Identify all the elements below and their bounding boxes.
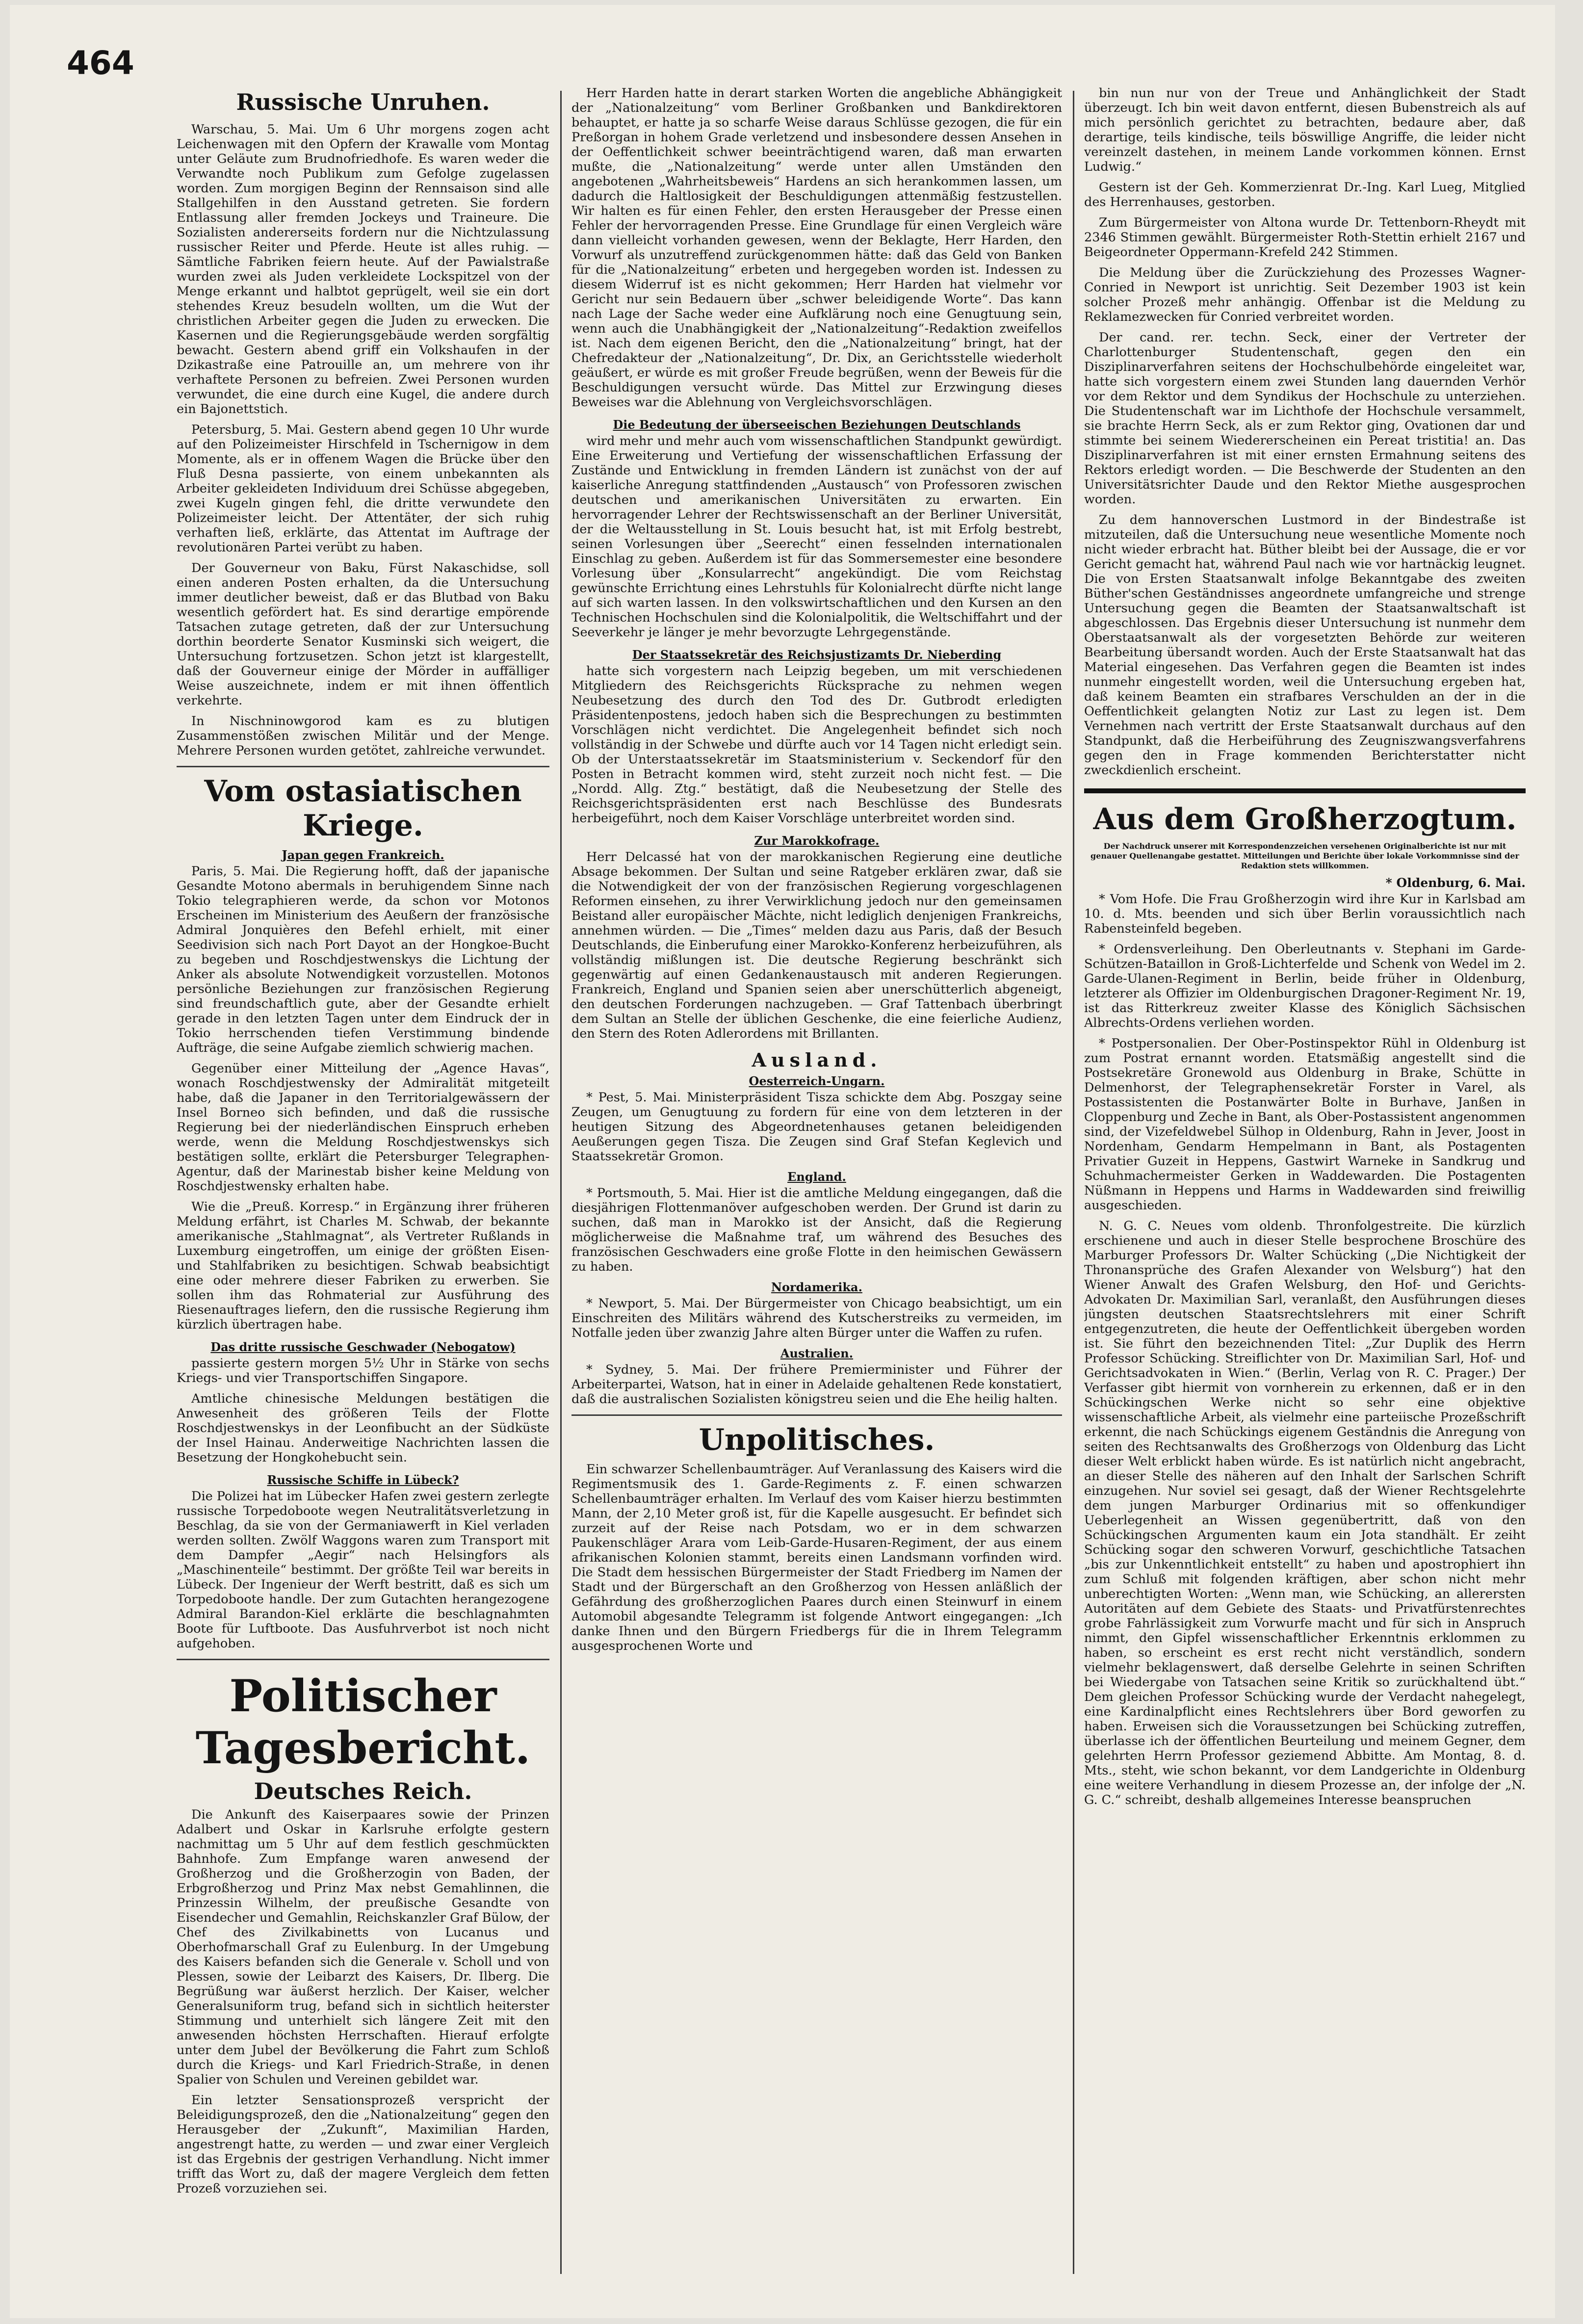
divider (177, 766, 549, 767)
article-marokkofrage (571, 834, 1062, 1041)
subheading: Japan gegen Frankreich. (282, 848, 444, 862)
paragraph: passierte gestern morgen 5½ Uhr in Stärke von sechs Kriegs- und vier Transportschiffen Singapore. (177, 1356, 549, 1385)
section-heading: Vom ostasiatischen Kriege. (204, 774, 522, 843)
subheading: Die Bedeutung der überseeischen Beziehungen Deutschlands (613, 418, 1021, 432)
column-rule (1073, 91, 1074, 2274)
paragraph: * Newport, 5. Mai. Der Bürgermeister von Chicago beabsichtigt, um ein Einschreiten des Militärs während des Kutscherstreiks zu vermeiden, im Notfalle jeden über zwanzig Jahre alten Bürger unter die Waffen zu rufen. (571, 1296, 1062, 1340)
subheading: Russische Schiffe in Lübeck? (267, 1473, 459, 1487)
paragraph: Ein letzter Sensationsprozeß verspricht der Beleidigungsprozeß, den die „Nationalzeitung“ gegen den Herausgeber der „Zukunft“, Maximilian Harden, angestrengt hatte, zu werden — und zwar einer Vergleich ist das Ergebnis der gestrigen Verhandlung. Nicht immer trifft das Wort zu, daß der magere Vergleich dem fetten Prozeß vorzuziehen sei. (177, 2093, 549, 2196)
section-heading: Politischer Tagesbericht. (195, 1670, 531, 1774)
paragraph: Zu dem hannoverschen Lustmord in der Bindestraße ist mitzuteilen, daß die Untersuchung neue wesentliche Momente noch nicht wieder erbracht hat. Büther bleibt bei der Aussage, die er vor Gericht gemacht hat, während Paul nach wie vor hartnäckig leugnet. Die von Ersten Staatsanwalt infolge Bekanntgabe des zweiten Büther'schen Geständnisses angeordnete umfangreiche und strenge Untersuchung gegen die Beamten der Staatsanwaltschaft ist abgeschlossen. Das Ergebnis dieser Untersuchung ist nunmehr dem Oberstaatsanwalt als der vorgesetzten Behörde zur weiteren Bearbeitung übersandt worden. Auch der Erste Staatsanwalt hat das Material eingesehen. Das Verfahren gegen die Beamten ist indes nunmehr eingestellt worden, weil die Untersuchung ergeben hat, daß keinem Beamten ein strafbares Verschulden an der in die Oeffentlichkeit gelangten Notiz zur Last zu legen ist. Dem Vernehmen nach vertritt der Erste Staatsanwalt durchaus auf den Standpunkt, daß die Herbeiführung des Zeugniszwangsverfahrens gegen den in Frage kommenden Berichterstatter nicht zweckdienlich erscheint. (1084, 513, 1526, 778)
column-rule (560, 91, 562, 2274)
paragraph: hatte sich vorgestern nach Leipzig begeben, um mit verschiedenen Mitgliedern des Reichsgerichts Rücksprache zu nehmen wegen Neubesetzung des durch den Tod des Dr. Gutbrodt erledigten Präsidentenpostens, jedoch haben sich die Besprechungen zu bestimmten Vorschlägen nicht verdichtet. Die Angelegenheit befindet sich noch vollständig in der Schwebe und dürfte auch vor 14 Tagen nicht erledigt sein. Ob der Unterstaatssekretär im Staatsministerium v. Seckendorf für den Posten in Betracht kommen wird, steht zurzeit noch nicht fest. — Die „Nordd. Allg. Ztg.“ bestätigt, daß die Neubesetzung der Stelle des Reichsgerichtspräsidenten erst nach Beschlüsse des Bundesrats herbeigeführt, noch dem Kaiser Vorschläge unterbreitet worden sind. (571, 664, 1062, 826)
subheading: Der Staatssekretär des Reichsjustizamts Dr. Nieberding (632, 648, 1002, 662)
section-heading: Russische Unruhen. (236, 89, 490, 115)
paragraph: Herr Harden hatte in derart starken Worten die angebliche Abhängigkeit der „Nationalzeitung“ vom Berliner Großbanken und Bankdirektoren behauptet, er hatte ja so scharfe Weise daraus Schlüsse gezogen, die für ein Preßorgan in hohem Grade verletzend und insbesondere dessen Ansehen in der Oeffentlichkeit schwer beeinträchtigend waren, daß man erwarten mußte, die „Nationalzeitung“ werde unter allen Umständen den angebotenen „Wahrheitsbeweis“ Hardens an sich herankommen lassen, um dadurch die Haltlosigkeit der Beschuldigungen attenmäßig festzustellen. Wir halten es für einen Fehler, den ersten Herausgeber der Presse einen Fehler der hervorragenden Presse. Eine Grundlage für einen Vergleich wäre dann vielleicht vorhanden gewesen, wenn der Beklagte, Herr Harden, den Vorwurf als unzutreffend zurückgenommen hätte: daß das Geld von Banken für die „Nationalzeitung“ erbeten und hergegeben worden ist. Indessen zu diesem Widerruf ist es nicht gekommen; Herr Harden hat vielmehr vor Gericht nur sein Bedauern über „schwer beleidigende Worte“. Das kann nach Lage der Sache weder eine Aufklärung noch eine Genugtuung sein, wenn auch die Unabhängigkeit der „Nationalzeitung“-Redaktion zweifellos ist. Nach dem eigenen Bericht, den die „Nationalzeitung“ bringt, hat der Chefredakteur der „Nationalzeitung“, Dr. Dix, an Gerichtsstelle wiederholt geäußert, er würde es mit großer Freude begrüßen, wenn der Beweis für die Beschuldigungen versucht würde. Das Mittel zur Erzwingung dieses Beweises war die Ablehnung von Vergleichsvorschlägen. (571, 86, 1062, 410)
article-nieberding (571, 648, 1062, 826)
column-1 (177, 86, 549, 2284)
paragraph: Ein schwarzer Schellenbaumträger. Auf Veranlassung des Kaisers wird die Regimentsmusik des 1. Garde-Regiments z. F. einen schwarzen Schellenbaumträger erhalten. Im Verlauf des vom Kaiser hierzu bestimmten Mann, der 2,10 Meter groß ist, für die Kapelle ausgesucht. Er befindet sich zurzeit auf der Reise nach Potsdam, wo er in dem schwarzen Paukenschläger Arara vom Leib-Garde-Husaren-Regiment, der aus einem afrikanischen Kolonien stammt, bereits einen Landsmann vorfinden wird. Die Stadt dem hessischen Bürgermeister der Stadt Friedberg im Namen der Stadt und der Bürgerschaft an den Großherzog von Hessen anläßlich der Gefährdung des großherzoglichen Paares durch einen Steinwurf in einem Automobil abgesandte Telegramm ist folgende Antwort eingegangen: „Ich danke Ihnen und den Bürgern Friedbergs für die in Ihrem Telegramm ausgesprochenen Worte und (571, 1462, 1062, 1653)
divider (177, 1659, 549, 1660)
paragraph: * Postpersonalien. Der Ober-Postinspektor Rühl in Oldenburg ist zum Postrat ernannt worden. Etatsmäßig angestellt sind die Postsekretäre Gronewold aus Oldenburg in Brake, Schütte in Delmenhorst, der Telegraphensekretär Forster in Varel, als Postassistenten die Postanwärter Bolte in Burhave, Janßen in Cloppenburg und Zeche in Bant, als Ober-Postassistent angenommen sind, der Vizefeldwebel Sülhop in Oldenburg, Rahn in Jever, Joost in Nordenham, Gendarm Hempelmann in Bant, als Postagenten Privatier Guzeit in Heppens, Gastwirt Warneke in Sandkrug und Schuhmachermeister Gerken in Waddewarden. Die Postagenten Nüßmann in Heppens und Harms in Waddewarden sind freiwillig ausgeschieden. (1084, 1036, 1526, 1213)
paragraph: Der Gouverneur von Baku, Fürst Nakaschidse, soll einen anderen Posten erhalten, da die Untersuchung immer deutlicher beweist, daß er das Blutbad von Baku wesentlich gefördert hat. Es sind derartige empörende Tatsachen zutage getreten, daß der zur Untersuchung dorthin beorderte Senator Kusminski sich weigert, die Untersuchung fortzusetzen. Schon jetzt ist klargestellt, daß der Gouverneur einige der Mörder in auffälliger Weise auszeichnete, indem er mit ihnen öffentlich verkehrte. (177, 561, 549, 708)
paragraph: Amtliche chinesische Meldungen bestätigen die Anwesenheit des größeren Teils der Flotte Roschdjestwenskys in der Leonfibucht an der Südküste der Insel Hainau. Anderweitige Nachrichten lassen die Besetzung der Hongkohebucht sein. (177, 1391, 549, 1465)
section-heading: Unpolitisches. (699, 1423, 935, 1457)
article-politischer-tagesbericht (177, 1670, 549, 2196)
paragraph: Gestern ist der Geh. Kommerzienrat Dr.-Ing. Karl Lueg, Mitglied des Herrenhauses, gestorben. (1084, 180, 1526, 209)
subheading: Nordamerika. (771, 1280, 862, 1294)
subheading: Das dritte russische Geschwader (Nebogatow) (210, 1340, 516, 1354)
article-drittes-geschwader (177, 1340, 549, 1465)
divider (571, 1414, 1062, 1416)
page-number: 464 (67, 44, 134, 82)
paragraph: * Sydney, 5. Mai. Der frühere Premierminister und Führer der Arbeiterpartei, Watson, hat in einer in Adelaide gehaltenen Rede konstatiert, daß die australischen Sozialisten königstreu seien und die Ehe heilig halten. (571, 1362, 1062, 1407)
article-unpolitisches (571, 1423, 1062, 1653)
paragraph: Herr Delcassé hat von der marokkanischen Regierung eine deutliche Absage bekommen. Der Sultan und seine Ratgeber erklären zwar, daß sie die Notwendigkeit der von der französischen Regierung vorgeschlagenen Reformen einsehen, zu ihrer Verwirklichung jedoch nur den gemeinsamen Beistand aller europäischer Mächte, nicht lediglich denjenigen Frankreichs, annehmen würden. — Die „Times“ melden dazu aus Paris, daß der Besuch Deutschlands, die Einberufung einer Marokko-Konferenz herbeizuführen, als vollständig mißlungen ist. Die deutsche Regierung beschränkt sich gegenwärtig auf einen Gedankenaustausch mit anderen Regierungen. Frankreich, England und Spanien seien aber unerschütterlich abgeneigt, den deutschen Forderungen nachzugeben. — Graf Tattenbach überbringt dem Sultan an Stelle der üblichen Geschenke, die eine feierliche Audienz, den Stern des Roten Adlerordens mit Brillanten. (571, 850, 1062, 1041)
subheading: England. (787, 1170, 846, 1184)
paragraph: N. G. C. Neues vom oldenb. Thronfolgestreite. Die kürzlich erschienene und auch in dieser Stelle besprochene Broschüre des Marburger Professors Dr. Walter Schücking („Die Nichtigkeit der Thronansprüche des Grafen Alexander von Welsburg“) hat den Wiener Anwalt des Grafen Welsburg, den Hof- und Gerichts-Advokaten Dr. Maximilian Sarl, veranlaßt, den Ausführungen dieses jüngsten deutschen Staatsrechtslehrers mit einer Schrift entgegenzutreten, die heute der Oeffentlichkeit übergeben worden ist. Sie führt den bezeichnenden Titel: „Zur Duplik des Herrn Professor Schücking. Streiflichter von Dr. Maximilian Sarl, Hof- und Gerichtsadvokaten in Wien.“ (Berlin, Verlag von R. C. Prager.) Der Verfasser gibt hiermit von vornherein zu erkennen, daß er in den Schückingschen Werke nicht so sehr eine objektive wissenschaftliche Arbeit, als vielmehr eine parteiische Prozeßschrift erkennt, die nach Schückings eigenem Geständnis die Anregung von seiten des Rechtsanwalts des Großherzogs von Oldenburg das Licht dieser Welt erblickt haben würde. Es ist natürlich nicht angebracht, an dieser Stelle des näheren auf den Inhalt der Sarlschen Schrift einzugehen. Nur soviel sei gesagt, daß der Wiener Rechtsgelehrte dem jungen Marburger Ordinarius mit so offenkundiger Ueberlegenheit an Wissen gegenübertritt, daß von den Schückingschen Argumenten kaum ein Jota standhält. Er zeiht Schücking sogar den schweren Vorwurf, geschichtliche Tatsachen „bis zur Unkenntlichkeit entstellt“ zu haben und apostrophiert ihn zum Schluß mit folgenden kräftigen, aber schon nicht mehr unberechtigten Worten: „Wenn man, wie Schücking, an allerersten Autoritäten auf dem Gebiete des Staats- und Privatfürstenrechtes grobe Fahrlässigkeit zum Vorwurfe macht und für sich in Anspruch nimmt, den Gipfel wissenschaftlicher Erkenntnis erklommen zu haben, so erscheint es erst recht nicht verständlich, sondern vielmehr beklagenswert, daß derselbe Gelehrte in seinen Schriften bei Wiedergabe von Tatsachen seine Kritik so zurückhaltend übt.“ Dem gleichen Professor Schücking wurde der Verdacht nahegelegt, eine Kardinalpflicht eines Rechtslehrers über Bord geworfen zu haben. Erweisen sich die Voraussetzungen bei Schücking zutreffen, überlasse ich der öffentlichen Beurteilung und meinem Gegner, dem gelehrten Herrn Professor geziemend Abbitte. Am Montag, 8. d. Mts., steht, wie schon bekannt, vor dem Landgerichte in Oldenburg eine weitere Verhandlung in diesem Prozesse an, der infolge der „N. G. C.“ schreibt, deshalb allgemeines Interesse beanspruchen (1084, 1219, 1526, 1807)
section-heading: Aus dem Großherzogtum. (1093, 802, 1517, 836)
dateline: * Oldenburg, 6. Mai. (1385, 876, 1526, 890)
paragraph: * Pest, 5. Mai. Ministerpräsident Tisza schickte dem Abg. Poszgay seine Zeugen, um Genugtuung zu fordern für eine von dem letzteren in der heutigen Sitzung des Abgeordnetenhauses getanen beleidigenden Aeußerungen gegen Tisza. Die Zeugen sind Graf Stefan Keglevich und Staatssekretär Gromon. (571, 1090, 1062, 1164)
paragraph: Der cand. rer. techn. Seck, einer der Vertreter der Charlottenburger Studentenschaft, gegen den ein Disziplinarverfahren seitens der Hochschulbehörde eingeleitet war, hatte sich vorgestern einem zwei Stunden lang dauernden Verhör vor dem Rektor und dem Syndikus der Hochschule zu unterziehen. Die Studentenschaft war im Lichthofe der Hochschule versammelt, sie brachte Herrn Seck, als er zum Rektor ging, Ovationen dar und stimmte bei seinem Wiedererscheinen ein Pereat tristitia! an. Das Disziplinarverfahren ist mit einer ernsten Ermahnung seitens des Rektors erledigt worden. — Die Beschwerde der Studenten an den Universitätsrichter Daude und den Rektor Miethe ausgesprochen worden. (1084, 330, 1526, 507)
reprint-notice: Der Nachdruck unserer mit Korrespondenzzeichen versehenen Originalberichte ist nur mit genauer Quellenangabe gestattet. Mitteilungen und Berichte über lokale Vorkommnisse sind der Redaktion stets willkommen. (1090, 841, 1519, 870)
section-divider (1084, 788, 1526, 793)
paragraph: In Nischninowgorod kam es zu blutigen Zusammenstößen zwischen Militär und der Menge. Mehrere Personen wurden getötet, zahlreiche verwundet. (177, 714, 549, 758)
subheading: Oesterreich-Ungarn. (749, 1074, 885, 1088)
newspaper-page (10, 5, 1555, 2318)
article-ausland (571, 1049, 1062, 1407)
article-misc-news (1084, 86, 1526, 778)
subheading: Zur Marokkofrage. (754, 834, 880, 848)
paragraph: * Vom Hofe. Die Frau Großherzogin wird ihre Kur in Karlsbad am 10. d. Mts. beenden und sich über Berlin voraussichtlich nach Rabensteinfeld begeben. (1084, 892, 1526, 936)
column-2 (571, 86, 1062, 2284)
column-3 (1084, 86, 1526, 2284)
paragraph: Wie die „Preuß. Korresp.“ in Ergänzung ihrer früheren Meldung erfährt, ist Charles M. Schwab, der bekannte amerikanische „Stahlmagnat“, als Vertreter Rußlands in Luxemburg eingetroffen, um einige der größten Eisen- und Stahlfabriken zu besichtigen. Schwab beabsichtigt eine oder mehrere dieser Fabriken zu erwerben. Sie sollen ihm das Rohmaterial zur Ausführung des Riesenauftrages liefern, den die russische Regierung ihm kürzlich übertragen habe. (177, 1200, 549, 1332)
paragraph: Petersburg, 5. Mai. Gestern abend gegen 10 Uhr wurde auf den Polizeimeister Hirschfeld in Tschernigow in dem Momente, als er in offenem Wagen die Brücke über den Fluß Desna passierte, von einem unbekannten als Arbeiter gekleideten Individuum drei Schüsse abgegeben, zwei Kugeln gingen fehl, die dritte verwundete den Polizeimeister leicht. Der Attentäter, der sich ruhig verhaften ließ, erklärte, das Attentat im Auftrage der revolutionären Partei verübt zu haben. (177, 422, 549, 555)
paragraph: Die Meldung über die Zurückziehung des Prozesses Wagner-Conried in Newport ist unrichtig. Seit Dezember 1903 ist kein solcher Prozeß mehr anhängig. Offenbar ist die Meldung zu Reklamezwecken für Conried verbreitet worden. (1084, 265, 1526, 324)
article-harden-continued (571, 86, 1062, 410)
paragraph: Die Polizei hat im Lübecker Hafen zwei gestern zerlegte russische Torpedoboote wegen Neutralitätsverletzung in Beschlag, da sie von der Germaniawerft in Kiel verladen werden sollten. Zwölf Waggons waren zum Transport mit dem Dampfer „Aegir“ nach Helsingfors als „Maschinenteile“ bestimmt. Der größte Teil war bereits in Lübeck. Der Ingenieur der Werft bestritt, daß es sich um Torpedoboote handle. Der zum Gutachten herangezogene Admiral Barandon-Kiel erklärte die beschlagnahmten Boote für Luftboote. Das Ausfuhrverbot ist noch nicht aufgehoben. (177, 1489, 549, 1651)
paragraph: Warschau, 5. Mai. Um 6 Uhr morgens zogen acht Leichenwagen mit den Opfern der Krawalle vom Montag unter Geläute zum Brudnofriedhofe. Es waren weder die Verwandte noch Publikum zum Gefolge zugelassen worden. Zum morgigen Beginn der Rennsaison sind alle Stallgehilfen in den Ausstand getreten. Sie fordern Entlassung aller fremden Jockeys und Traineure. Die Sozialisten andererseits fordern nur die Nichtzulassung russischer Reiter und Pferde. Heute ist alles ruhig. — Sämtliche Fabriken feiern heute. Auf der Pawialstraße wurden zwei als Juden verkleidete Lockspitzel von der Menge erkannt und halbtot geprügelt, weil sie ein dort stehendes Kreuz besudeln wollten, um die Wut der christlichen Arbeiter gegen die Juden zu erwecken. Die Kasernen und die Regierungsgebäude werden sorgfältig bewacht. Gestern abend griff ein Volkshaufen in der Dzikastraße eine Patrouille an, um mehrere von ihr verhaftete Personen zu befreien. Zwei Personen wurden verwundet, die eine durch eine Kugel, die andere durch ein Bajonettstich. (177, 122, 549, 417)
paragraph: Paris, 5. Mai. Die Regierung hofft, daß der japanische Gesandte Motono abermals in beruhigendem Sinne nach Tokio telegraphieren werde, da schon vor Motonos Erscheinen im Ministerium des Aeußern der französische Admiral Jonquières den Befehl erhielt, mit einer Seedivision sich nach Port Dayot an der Hongkoe-Bucht zu begeben und Roschdjestwenskys die Lichtung der Anker als absolute Notwendigkeit vorzustellen. Motonos persönliche Beziehungen zur französischen Regierung sind freundschaftlich gute, aber der Gesandte erhielt gerade in den letzten Tagen unter dem Eindruck der in Tokio herrschenden tiefen Verstimmung bindende Aufträge, die seine Aufgabe ziemlich schwierig machen. (177, 864, 549, 1055)
subheading: Australien. (780, 1346, 854, 1360)
article-grossherzogtum (1084, 802, 1526, 1807)
paragraph: Zum Bürgermeister von Altona wurde Dr. Tettenborn-Rheydt mit 2346 Stimmen gewählt. Bürgermeister Roth-Stettin erhielt 2167 und Beigeordneter Oppermann-Krefeld 242 Stimmen. (1084, 215, 1526, 260)
paragraph: bin nun nur von der Treue und Anhänglichkeit der Stadt überzeugt. Ich bin weit davon entfernt, diesen Bubenstreich als auf mich persönlich gerichtet zu betrachten, bedaure aber, daß derartige, teils kindische, teils böswillige Angriffe, die leider nicht vereinzelt dastehen, in meinem Lande vorkommen können. Ernst Ludwig.“ (1084, 86, 1526, 174)
subheading: Deutsches Reich. (254, 1778, 472, 1804)
article-schiffe-luebeck (177, 1473, 549, 1651)
article-ostasiatischer-krieg (177, 774, 549, 1332)
paragraph: * Portsmouth, 5. Mai. Hier ist die amtliche Meldung eingegangen, daß die diesjährigen Flottenmanöver aufgeschoben werden. Der Grund ist darin zu suchen, daß man in Marokko ist der Ansicht, daß die Regierung möglicherweise die Maßnahme traf, um während des Besuches des französischen Geschwaders eine große Flotte in den heimischen Gewässern zu haben. (571, 1186, 1062, 1274)
paragraph: Gegenüber einer Mitteilung der „Agence Havas“, wonach Roschdjestwensky der Admiralität mitgeteilt habe, daß die Japaner in den Territorialgewässern der Insel Borneo sich befinden, und daß die russische Regierung bei der niederländischen Einspruch erheben werde, wenn die Meldung Roschdjestwenskys sich bestätigen sollte, erklärt die Petersburger Telegraphen-Agentur, daß der Marinestab bisher keine Meldung von Roschdjestwensky erhalten habe. (177, 1061, 549, 1194)
section-heading: Ausland. (752, 1049, 882, 1071)
article-ueberseeische-beziehungen (571, 418, 1062, 640)
paragraph: * Ordensverleihung. Den Oberleutnants v. Stephani im Garde-Schützen-Bataillon in Groß-Lichterfelde und Schenk von Wedel im 2. Garde-Ulanen-Regiment in Berlin, beide früher in Oldenburg, letzterer als Offizier im Oldenburgischen Dragoner-Regiment Nr. 19, ist das Ritterkreuz zweiter Klasse des Königlich Sächsischen Albrechts-Ordens verliehen worden. (1084, 942, 1526, 1030)
paragraph: Die Ankunft des Kaiserpaares sowie der Prinzen Adalbert und Oskar in Karlsruhe erfolgte gestern nachmittag um 5 Uhr auf dem festlich geschmückten Bahnhofe. Zum Empfange waren anwesend der Großherzog und die Großherzogin von Baden, der Erbgroßherzog und Prinz Max nebst Gemahlinnen, die Prinzessin Wilhelm, der preußische Gesandte von Eisendecher und Gemahlin, Reichskanzler Graf Bülow, der Chef des Zivilkabinetts von Lucanus und Oberhofmarschall Graf zu Eulenburg. In der Umgebung des Kaisers befanden sich die Generale v. Scholl und von Plessen, sowie der Leibarzt des Kaisers, Dr. Ilberg. Die Begrüßung war äußerst herzlich. Der Kaiser, welcher Generalsuniform trug, befand sich in sichtlich heiterster Stimmung und unterhielt sich längere Zeit mit den anwesenden höchsten Herrschaften. Hierauf erfolgte unter dem Jubel der Bevölkerung die Fahrt zum Schloß durch die Kriegs- und Karl Friedrich-Straße, in denen Spalier von Schulen und Vereinen gebildet war. (177, 1807, 549, 2087)
article-russische-unruhen (177, 89, 549, 758)
paragraph: wird mehr und mehr auch vom wissenschaftlichen Standpunkt gewürdigt. Eine Erweiterung und Vertiefung der wissenschaftlichen Erfassung der Zustände und Entwicklung in fremden Ländern ist zunächst von der auf kaiserliche Anregung stattfindenden „Austausch“ von Professoren zwischen deutschen und amerikanischen Universitäten zu erwarten. Ein hervorragender Lehrer der Rechtswissenschaft an der Berliner Universität, der die Weltausstellung in St. Louis besucht hat, ist mit Erfolg bestrebt, seinen Vorlesungen über „Seerecht“ einen fesselnden internationalen Einschlag zu geben. Außerdem ist für das Sommersemester eine besondere Vorlesung über „Konsularrecht“ angekündigt. Die vom Reichstag gewünschte Errichtung eines Lehrstuhls für Kolonialrecht dürfte nicht lange auf sich warten lassen. In den volkswirtschaftlichen und den Kursen an den Technischen Hochschulen sind die Kolonialpolitik, die Weltschiffahrt und der Seeverkehr je länger je mehr bevorzugte Lehrgegenstände. (571, 434, 1062, 640)
